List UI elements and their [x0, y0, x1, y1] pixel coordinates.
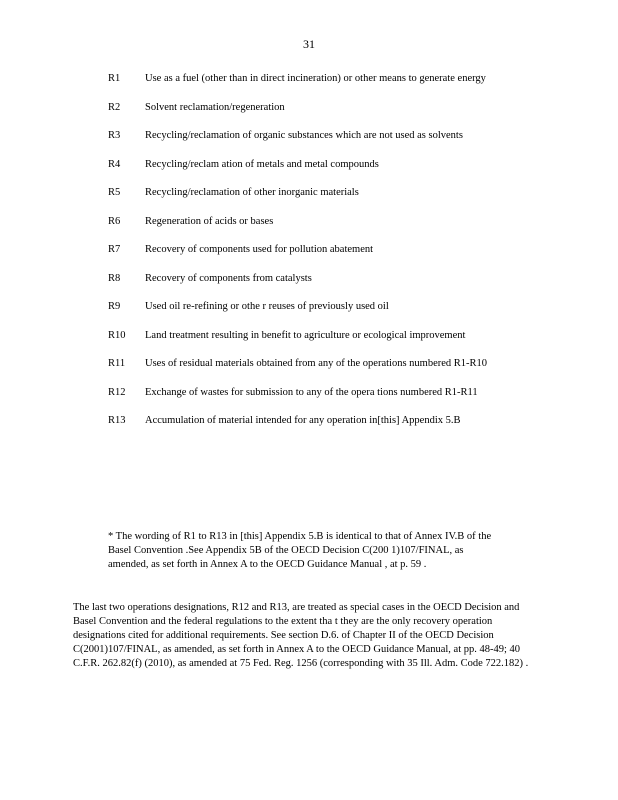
- operation-description: Land treatment resulting in benefit to agriculture or ecological improvement: [145, 329, 466, 341]
- operation-description: Accumulation of material intended for any operation in[this] Appendix 5.B: [145, 415, 461, 426]
- operation-description: Use as a fuel (other than in direct incineration) or other means to generate energy: [145, 73, 486, 84]
- operation-description: Recycling/reclamation of organic substances which are not used as solvents: [145, 130, 463, 141]
- list-item: [108, 414, 508, 428]
- list-item: [108, 72, 508, 86]
- list-item: [108, 329, 508, 343]
- operation-description: Used oil re-refining or othe r reuses of previously used oil: [145, 301, 389, 312]
- operation-code: R11: [108, 358, 126, 369]
- operation-code: R13: [108, 415, 126, 426]
- list-item: [108, 357, 508, 371]
- operations-list: [108, 72, 508, 443]
- list-item: [108, 300, 508, 314]
- operation-code: R8: [108, 272, 121, 284]
- footnote-text: * The wording of R1 to R13 in [this] Appendix 5.B is identical to that of Annex IV.B of the Basel Convention .See Appendix 5B of the OECD Decision C(200 1)107/FINAL, as amended, as set forth in Annex A to the OECD Guidance Manual , at p. 59 .: [108, 531, 492, 570]
- operation-code: R9: [108, 301, 121, 312]
- list-item: [108, 186, 508, 200]
- operation-description: Exchange of wastes for submission to any of the opera tions numbered R1-R11: [145, 386, 478, 398]
- list-item: [108, 158, 508, 172]
- list-item: [108, 386, 508, 400]
- page-number: 31: [303, 37, 315, 51]
- list-item: [108, 272, 508, 286]
- list-item: [108, 101, 508, 115]
- operation-code: R4: [108, 158, 121, 170]
- closing-paragraph: [73, 601, 543, 671]
- operation-description: Regeneration of acids or bases: [145, 215, 274, 227]
- operation-description: Recovery of components used for pollution abatement: [145, 244, 374, 255]
- operation-code: R7: [108, 244, 121, 255]
- operation-code: R6: [108, 215, 121, 227]
- operation-code: R2: [108, 101, 121, 113]
- operation-description: Recovery of components from catalysts: [145, 272, 312, 284]
- operation-description: Recycling/reclam ation of metals and metal compounds: [145, 158, 379, 170]
- operation-code: R12: [108, 386, 126, 398]
- list-item: [108, 243, 508, 257]
- operation-code: R1: [108, 73, 121, 84]
- operation-description: Uses of residual materials obtained from any of the operations numbered R1-R10: [145, 358, 488, 369]
- operation-code: R10: [108, 329, 126, 341]
- list-item: [108, 215, 508, 229]
- operation-description: Recycling/reclamation of other inorganic materials: [145, 187, 359, 198]
- operation-code: R5: [108, 187, 121, 198]
- operation-description: Solvent reclamation/regeneration: [145, 101, 285, 113]
- closing-paragraph-text: The last two operations designations, R12 and R13, are treated as special cases in the OECD Decision and Basel Convention and the federal regulations to the extent tha t they are the only recovery operation designations cited for additional requirements. See section D.6. of Chapter II of the OECD Decision C(2001)107/FINAL, as amended, as set forth in Annex A to the OECD Guidance Manual, at pp. 48-49; 40 C.F.R. 262.82(f) (2010), as amended at 75 Fed. Reg. 1256 (corresponding with 35 Ill. Adm. Code 722.182) .: [73, 602, 529, 669]
- list-item: [108, 129, 508, 143]
- operation-code: R3: [108, 130, 121, 141]
- footnote: [108, 530, 503, 572]
